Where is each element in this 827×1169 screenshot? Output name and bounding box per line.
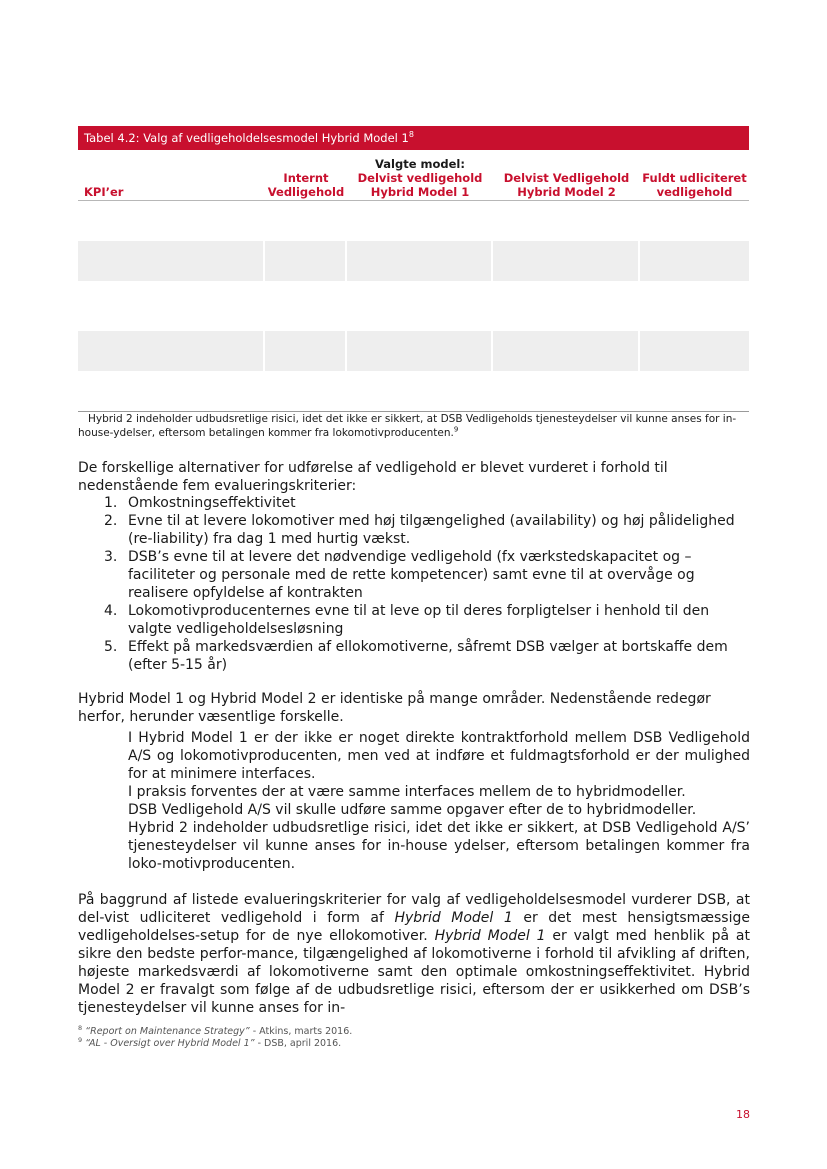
intro-paragraph: De forskellige alternativer for udførelse af vedligehold er blevet vurderet i forhold til nedenstående fem evalueringskriterier:: [78, 460, 668, 494]
comparison-paragraph: Hybrid Model 1 og Hybrid Model 2 er identiske på mange områder. Nedenstående redegør herfor, herunder væsentlige forskelle.: [78, 691, 711, 725]
list-item: 4. Lokomotivproducenternes evne til at leve op til deres forpligtelser i henhold til den valgte vedligeholdelsesløsning: [104, 603, 710, 637]
table-row: [78, 371, 749, 412]
table-note-footnote-ref: 9: [453, 425, 459, 434]
list-item: DSB Vedligehold A/S vil skulle udføre samme opgaver efter de to hybridmodeller.: [128, 802, 697, 818]
table-note: Hybrid 2 indeholder udbudsretlige risici, idet det ikke er sikkert, at DSB Vedligeholds tjenesteydelser vil kunne anses for in-house-ydelser, eftersom betalingen kommer fra lokomotivproducenten.$^9$: [78, 413, 737, 439]
footnote: $^9$ “AL - Oversigt over Hybrid Model 1” - DSB, april 2016.: [78, 1035, 342, 1049]
comparison-points: [128, 729, 750, 873]
table-row: [78, 331, 749, 371]
table-row: [78, 241, 749, 281]
list-item: 3. DSB’s evne til at levere det nødvendige vedligehold (fx værkstedskapacitet og –faciliteter og personale med de rette kompetencer) samt evne til at overvåge og realisere opfyldelse af kontrakten: [104, 549, 695, 601]
page-number: 18: [736, 1108, 750, 1121]
header-delvist-hybrid-1: Valgte model: Delvist vedligehold Hybrid Model 1: [357, 157, 483, 199]
list-item: 5. Effekt på markedsværdien af ellokomotiverne, såfremt DSB vælger at bortskaffe dem (efter 5-15 år): [104, 639, 728, 673]
table-row: [78, 281, 749, 331]
list-item: 2. Evne til at levere lokomotiver med høj tilgængelighed (availability) og høj pålidelighed (re-liability) fra dag 1 med hurtig vækst.: [104, 513, 735, 547]
header-kpi: KPI’er: [84, 185, 124, 199]
list-item: 1. Omkostningseffektivitet: [104, 495, 296, 511]
header-fuldt-udliciteret: Fuldt udliciteret vedligehold: [642, 171, 747, 199]
table-caption-footnote-ref: 8: [408, 130, 414, 140]
header-internt-vedligehold: Internt Vedligehold: [267, 171, 345, 199]
table-caption-text: Tabel 4.2: Valg af vedligeholdelsesmodel Hybrid Model 1: [84, 131, 409, 145]
table-header-row: [78, 150, 749, 201]
kpi-table: [78, 126, 749, 412]
footnotes: [78, 1023, 353, 1050]
list-item: I praksis forventes der at være samme interfaces mellem de to hybridmodeller.: [128, 784, 686, 800]
table-caption: [78, 126, 749, 150]
table-row: [78, 201, 749, 241]
list-item: Hybrid 2 indeholder udbudsretlige risici, idet det ikke er sikkert, at DSB Vedligehold A/S’ tjenesteydelser vil kunne anses for in-house ydelser, eftersom betalingen kommer fra loko-motivproducenten.: [128, 820, 750, 872]
table-body: [78, 201, 749, 412]
list-item: I Hybrid Model 1 er der ikke er noget direkte kontraktforhold mellem DSB Vedligehold A/S og lokomotivproducenten, men ved at indføre et fuldmagtsforhold er der mulighed for at minimere interfaces.: [128, 730, 750, 782]
conclusion-paragraph: På baggrund af listede evalueringskriterier for valg af vedligeholdelsesmodel vurderer DSB, at del-vist udliciteret vedligehold i form af Hybrid Model 1 er det mest hensigtsmæssige vedligeholdelses-setup for de nye ellokomotiver. Hybrid Model 1 er valgt med henblik på at sikre den bedste perfor-mance, tilgængelighed af lokomotiverne i forhold til afvikling af driften, højeste markedsværdi af lokomotiverne samt den optimale omkostningseffektivitet. Hybrid Model 2 er fravalgt som følge af de udbudsretlige risici, eftersom der er usikkerhed om DSB’s tjenesteydelser vil kunne anses for in-: [78, 892, 750, 1016]
header-delvist-hybrid-2: Delvist Vedligehold Hybrid Model 2: [503, 171, 630, 199]
evaluation-criteria-list: [78, 494, 750, 674]
footnote: $^8$ “Report on Maintenance Strategy” - Atkins, marts 2016.: [78, 1023, 353, 1037]
